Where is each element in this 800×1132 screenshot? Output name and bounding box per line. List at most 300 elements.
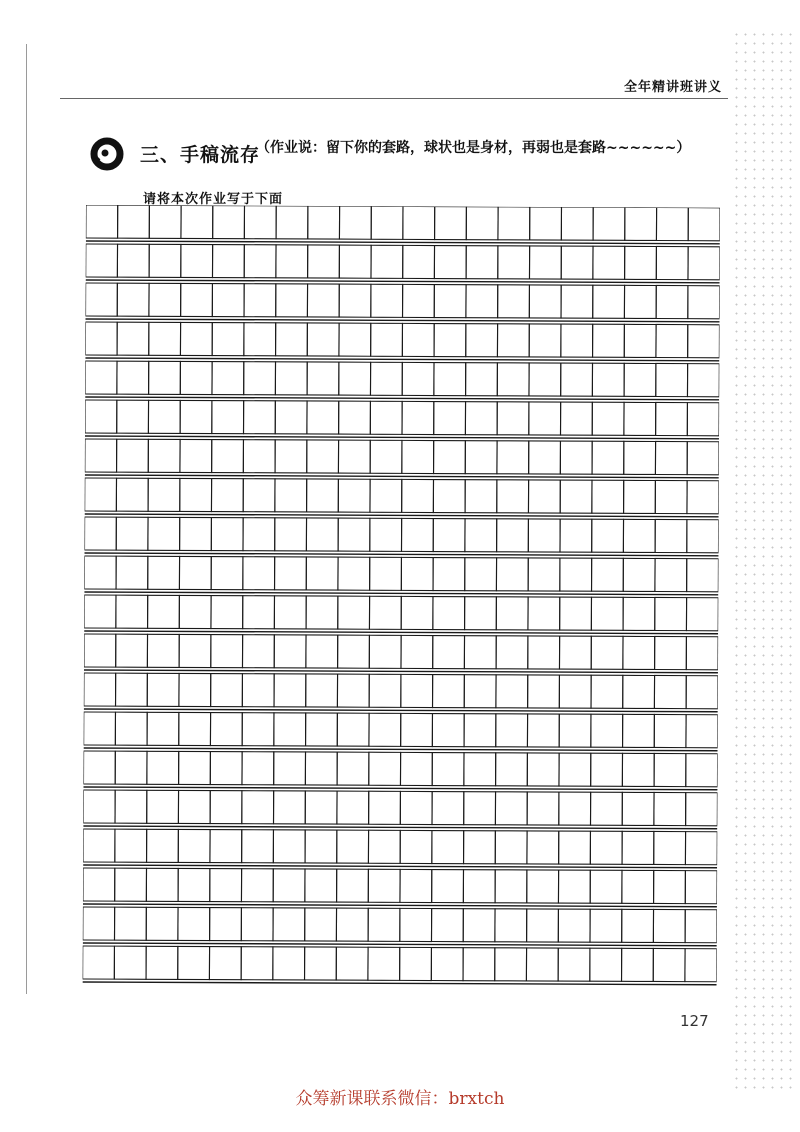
grid-cell[interactable] (529, 246, 561, 279)
grid-cell[interactable] (431, 948, 463, 981)
grid-cell[interactable] (434, 246, 466, 279)
grid-cell[interactable] (274, 635, 306, 668)
grid-cell[interactable] (210, 830, 242, 863)
grid-cell[interactable] (527, 753, 559, 786)
grid-cell[interactable] (401, 674, 433, 707)
grid-cell[interactable] (369, 674, 401, 707)
grid-cell[interactable] (465, 402, 497, 435)
grid-cell[interactable] (241, 947, 273, 980)
grid-cell[interactable] (559, 636, 591, 669)
grid-cell[interactable] (433, 558, 465, 591)
grid-cell[interactable] (464, 675, 496, 708)
grid-cell[interactable] (178, 868, 210, 901)
grid-cell[interactable] (369, 596, 401, 629)
grid-cell[interactable] (559, 714, 591, 747)
grid-cell[interactable] (371, 284, 403, 317)
grid-cell[interactable] (368, 830, 400, 863)
grid-cell[interactable] (498, 246, 530, 279)
grid-cell[interactable] (305, 869, 337, 902)
grid-cell[interactable] (370, 440, 402, 473)
grid-cell[interactable] (337, 674, 369, 707)
grid-cell[interactable] (116, 673, 148, 706)
grid-cell[interactable] (433, 519, 465, 552)
grid-cell[interactable] (148, 595, 180, 628)
grid-cell[interactable] (434, 441, 466, 474)
grid-cell[interactable] (527, 909, 559, 942)
grid-cell[interactable] (591, 636, 623, 669)
grid-cell[interactable] (147, 790, 179, 823)
grid-cell[interactable] (686, 598, 718, 631)
grid-cell[interactable] (306, 635, 338, 668)
grid-cell[interactable] (243, 440, 275, 473)
grid-cell[interactable] (400, 791, 432, 824)
grid-cell[interactable] (529, 285, 561, 318)
grid-cell[interactable] (400, 947, 432, 980)
grid-cell[interactable] (339, 245, 371, 278)
grid-cell[interactable] (241, 869, 273, 902)
grid-cell[interactable] (434, 285, 466, 318)
grid-cell[interactable] (244, 401, 276, 434)
grid-cell[interactable] (86, 205, 118, 238)
grid-cell[interactable] (85, 478, 117, 511)
grid-cell[interactable] (212, 323, 244, 356)
grid-cell[interactable] (528, 636, 560, 669)
grid-cell[interactable] (308, 245, 340, 278)
grid-cell[interactable] (431, 909, 463, 942)
grid-cell[interactable] (685, 949, 717, 982)
grid-cell[interactable] (590, 831, 622, 864)
grid-cell[interactable] (433, 597, 465, 630)
grid-cell[interactable] (685, 910, 717, 943)
grid-cell[interactable] (655, 519, 687, 552)
grid-row[interactable] (85, 361, 719, 400)
grid-row[interactable] (83, 868, 717, 907)
grid-cell[interactable] (498, 285, 530, 318)
grid-cell[interactable] (118, 205, 150, 238)
grid-cell[interactable] (243, 596, 275, 629)
grid-cell[interactable] (401, 713, 433, 746)
grid-cell[interactable] (529, 363, 561, 396)
grid-cell[interactable] (656, 402, 688, 435)
grid-cell[interactable] (590, 909, 622, 942)
grid-cell[interactable] (686, 715, 718, 748)
grid-cell[interactable] (400, 869, 432, 902)
grid-cell[interactable] (687, 403, 719, 436)
grid-cell[interactable] (84, 595, 116, 628)
grid-cell[interactable] (654, 675, 686, 708)
grid-cell[interactable] (528, 558, 560, 591)
grid-cell[interactable] (178, 829, 210, 862)
grid-cell[interactable] (529, 402, 561, 435)
grid-cell[interactable] (687, 481, 719, 514)
grid-cell[interactable] (275, 557, 307, 590)
composition-grid[interactable] (83, 205, 720, 988)
grid-cell[interactable] (370, 362, 402, 395)
grid-cell[interactable] (656, 246, 688, 279)
grid-cell[interactable] (591, 714, 623, 747)
grid-cell[interactable] (432, 792, 464, 825)
grid-cell[interactable] (149, 244, 181, 277)
grid-cell[interactable] (401, 518, 433, 551)
grid-cell[interactable] (624, 441, 656, 474)
grid-cell[interactable] (590, 948, 622, 981)
grid-cell[interactable] (211, 674, 243, 707)
grid-cell[interactable] (623, 519, 655, 552)
grid-cell[interactable] (338, 557, 370, 590)
grid-cell[interactable] (655, 558, 687, 591)
grid-cell[interactable] (465, 558, 497, 591)
grid-cell[interactable] (529, 441, 561, 474)
grid-cell[interactable] (338, 518, 370, 551)
grid-cell[interactable] (307, 479, 339, 512)
grid-cell[interactable] (558, 948, 590, 981)
grid-cell[interactable] (148, 556, 180, 589)
grid-cell[interactable] (560, 441, 592, 474)
grid-cell[interactable] (178, 946, 210, 979)
grid-cell[interactable] (117, 361, 149, 394)
grid-cell[interactable] (117, 400, 149, 433)
grid-cell[interactable] (685, 871, 717, 904)
grid-cell[interactable] (496, 753, 528, 786)
grid-cell[interactable] (592, 519, 624, 552)
grid-cell[interactable] (369, 791, 401, 824)
grid-cell[interactable] (655, 597, 687, 630)
grid-row[interactable] (84, 517, 718, 556)
grid-cell[interactable] (497, 519, 529, 552)
grid-cell[interactable] (593, 246, 625, 279)
grid-cell[interactable] (337, 752, 369, 785)
grid-cell[interactable] (306, 713, 338, 746)
grid-cell[interactable] (402, 362, 434, 395)
grid-cell[interactable] (273, 908, 305, 941)
grid-cell[interactable] (211, 518, 243, 551)
grid-cell[interactable] (464, 831, 496, 864)
grid-cell[interactable] (529, 324, 561, 357)
grid-cell[interactable] (148, 517, 180, 550)
grid-cell[interactable] (115, 712, 147, 745)
grid-cell[interactable] (654, 831, 686, 864)
grid-cell[interactable] (528, 675, 560, 708)
grid-cell[interactable] (83, 751, 115, 784)
grid-row[interactable] (86, 244, 720, 283)
grid-cell[interactable] (463, 870, 495, 903)
grid-row[interactable] (84, 712, 718, 751)
grid-cell[interactable] (591, 597, 623, 630)
grid-cell[interactable] (624, 324, 656, 357)
grid-row[interactable] (83, 829, 717, 868)
grid-cell[interactable] (211, 635, 243, 668)
grid-cell[interactable] (592, 558, 624, 591)
grid-cell[interactable] (401, 596, 433, 629)
grid-cell[interactable] (338, 635, 370, 668)
grid-cell[interactable] (274, 596, 306, 629)
grid-cell[interactable] (655, 441, 687, 474)
grid-cell[interactable] (402, 323, 434, 356)
grid-cell[interactable] (624, 480, 656, 513)
grid-cell[interactable] (306, 557, 338, 590)
grid-cell[interactable] (148, 439, 180, 472)
grid-cell[interactable] (592, 363, 624, 396)
grid-cell[interactable] (212, 401, 244, 434)
grid-cell[interactable] (466, 246, 498, 279)
grid-cell[interactable] (147, 634, 179, 667)
grid-cell[interactable] (561, 324, 593, 357)
grid-cell[interactable] (275, 479, 307, 512)
grid-cell[interactable] (400, 908, 432, 941)
grid-cell[interactable] (179, 556, 211, 589)
grid-cell[interactable] (656, 363, 688, 396)
grid-cell[interactable] (115, 790, 147, 823)
grid-cell[interactable] (432, 714, 464, 747)
grid-cell[interactable] (337, 713, 369, 746)
grid-cell[interactable] (625, 207, 657, 240)
grid-cell[interactable] (338, 596, 370, 629)
grid-cell[interactable] (497, 480, 529, 513)
grid-cell[interactable] (212, 284, 244, 317)
grid-cell[interactable] (148, 400, 180, 433)
grid-cell[interactable] (370, 479, 402, 512)
grid-cell[interactable] (561, 285, 593, 318)
grid-cell[interactable] (687, 520, 719, 553)
grid-cell[interactable] (559, 675, 591, 708)
grid-cell[interactable] (116, 478, 148, 511)
grid-cell[interactable] (213, 206, 245, 239)
grid-cell[interactable] (369, 635, 401, 668)
grid-cell[interactable] (371, 206, 403, 239)
grid-row[interactable] (83, 946, 717, 985)
grid-cell[interactable] (654, 714, 686, 747)
grid-cell[interactable] (655, 636, 687, 669)
grid-cell[interactable] (149, 283, 181, 316)
grid-cell[interactable] (465, 519, 497, 552)
grid-cell[interactable] (622, 909, 654, 942)
grid-cell[interactable] (244, 206, 276, 239)
grid-cell[interactable] (83, 829, 115, 862)
grid-cell[interactable] (117, 244, 149, 277)
grid-cell[interactable] (653, 948, 685, 981)
grid-cell[interactable] (403, 245, 435, 278)
grid-cell[interactable] (209, 947, 241, 980)
grid-cell[interactable] (370, 557, 402, 590)
grid-cell[interactable] (336, 947, 368, 980)
grid-cell[interactable] (434, 363, 466, 396)
grid-cell[interactable] (338, 440, 370, 473)
grid-cell[interactable] (622, 792, 654, 825)
grid-cell[interactable] (496, 675, 528, 708)
grid-cell[interactable] (623, 714, 655, 747)
grid-cell[interactable] (466, 207, 498, 240)
grid-cell[interactable] (432, 870, 464, 903)
grid-cell[interactable] (402, 401, 434, 434)
grid-cell[interactable] (276, 323, 308, 356)
grid-cell[interactable] (561, 246, 593, 279)
grid-cell[interactable] (433, 480, 465, 513)
grid-cell[interactable] (180, 322, 212, 355)
grid-cell[interactable] (559, 831, 591, 864)
grid-cell[interactable] (116, 634, 148, 667)
grid-cell[interactable] (275, 401, 307, 434)
grid-cell[interactable] (433, 675, 465, 708)
grid-cell[interactable] (685, 832, 717, 865)
grid-cell[interactable] (339, 284, 371, 317)
grid-cell[interactable] (592, 402, 624, 435)
grid-cell[interactable] (83, 790, 115, 823)
grid-cell[interactable] (179, 751, 211, 784)
grid-cell[interactable] (210, 791, 242, 824)
grid-cell[interactable] (528, 480, 560, 513)
grid-cell[interactable] (688, 286, 720, 319)
grid-cell[interactable] (686, 754, 718, 787)
grid-cell[interactable] (368, 947, 400, 980)
grid-cell[interactable] (403, 206, 435, 239)
grid-cell[interactable] (308, 206, 340, 239)
grid-cell[interactable] (84, 634, 116, 667)
grid-cell[interactable] (497, 441, 529, 474)
grid-cell[interactable] (306, 596, 338, 629)
grid-cell[interactable] (498, 207, 530, 240)
grid-cell[interactable] (433, 636, 465, 669)
grid-cell[interactable] (401, 557, 433, 590)
grid-cell[interactable] (305, 752, 337, 785)
grid-row[interactable] (86, 283, 720, 322)
grid-cell[interactable] (339, 206, 371, 239)
grid-cell[interactable] (307, 323, 339, 356)
grid-cell[interactable] (149, 205, 181, 238)
grid-cell[interactable] (179, 673, 211, 706)
grid-cell[interactable] (558, 870, 590, 903)
grid-cell[interactable] (339, 401, 371, 434)
grid-row[interactable] (84, 595, 718, 634)
grid-cell[interactable] (591, 675, 623, 708)
grid-cell[interactable] (114, 946, 146, 979)
grid-cell[interactable] (687, 559, 719, 592)
grid-cell[interactable] (210, 908, 242, 941)
grid-cell[interactable] (180, 517, 212, 550)
grid-cell[interactable] (402, 479, 434, 512)
grid-cell[interactable] (180, 478, 212, 511)
grid-cell[interactable] (306, 518, 338, 551)
grid-cell[interactable] (148, 478, 180, 511)
grid-cell[interactable] (654, 792, 686, 825)
grid-cell[interactable] (688, 208, 720, 241)
grid-cell[interactable] (623, 675, 655, 708)
grid-cell[interactable] (242, 713, 274, 746)
grid-cell[interactable] (212, 440, 244, 473)
grid-cell[interactable] (305, 947, 337, 980)
grid-cell[interactable] (146, 946, 178, 979)
grid-cell[interactable] (591, 753, 623, 786)
grid-cell[interactable] (211, 479, 243, 512)
grid-cell[interactable] (338, 479, 370, 512)
grid-cell[interactable] (211, 557, 243, 590)
grid-cell[interactable] (466, 324, 498, 357)
grid-cell[interactable] (435, 207, 467, 240)
grid-cell[interactable] (465, 597, 497, 630)
grid-cell[interactable] (276, 206, 308, 239)
grid-cell[interactable] (560, 480, 592, 513)
grid-cell[interactable] (116, 595, 148, 628)
grid-cell[interactable] (181, 283, 213, 316)
grid-cell[interactable] (84, 517, 116, 550)
grid-cell[interactable] (337, 869, 369, 902)
grid-cell[interactable] (243, 518, 275, 551)
grid-cell[interactable] (561, 363, 593, 396)
grid-cell[interactable] (242, 830, 274, 863)
grid-cell[interactable] (495, 909, 527, 942)
grid-cell[interactable] (336, 908, 368, 941)
grid-cell[interactable] (368, 869, 400, 902)
grid-cell[interactable] (210, 713, 242, 746)
grid-cell[interactable] (624, 363, 656, 396)
grid-cell[interactable] (117, 283, 149, 316)
grid-cell[interactable] (561, 207, 593, 240)
grid-cell[interactable] (592, 441, 624, 474)
grid-cell[interactable] (434, 402, 466, 435)
grid-cell[interactable] (115, 751, 147, 784)
grid-cell[interactable] (527, 792, 559, 825)
grid-cell[interactable] (83, 868, 115, 901)
grid-cell[interactable] (180, 400, 212, 433)
grid-cell[interactable] (305, 908, 337, 941)
grid-cell[interactable] (274, 674, 306, 707)
grid-cell[interactable] (147, 673, 179, 706)
grid-cell[interactable] (178, 790, 210, 823)
grid-cell[interactable] (368, 908, 400, 941)
grid-cell[interactable] (402, 440, 434, 473)
grid-cell[interactable] (210, 752, 242, 785)
grid-cell[interactable] (274, 713, 306, 746)
grid-cell[interactable] (114, 907, 146, 940)
grid-cell[interactable] (400, 752, 432, 785)
grid-row[interactable] (85, 400, 719, 439)
grid-cell[interactable] (526, 948, 558, 981)
grid-cell[interactable] (592, 480, 624, 513)
grid-cell[interactable] (244, 362, 276, 395)
grid-cell[interactable] (179, 712, 211, 745)
grid-cell[interactable] (180, 439, 212, 472)
grid-cell[interactable] (86, 244, 118, 277)
grid-cell[interactable] (244, 284, 276, 317)
grid-cell[interactable] (117, 322, 149, 355)
grid-cell[interactable] (212, 245, 244, 278)
grid-cell[interactable] (149, 361, 181, 394)
grid-cell[interactable] (244, 323, 276, 356)
grid-cell[interactable] (244, 245, 276, 278)
grid-cell[interactable] (339, 323, 371, 356)
grid-cell[interactable] (590, 792, 622, 825)
grid-cell[interactable] (497, 402, 529, 435)
grid-cell[interactable] (307, 362, 339, 395)
grid-cell[interactable] (146, 907, 178, 940)
grid-cell[interactable] (593, 285, 625, 318)
grid-cell[interactable] (527, 714, 559, 747)
grid-cell[interactable] (85, 439, 117, 472)
grid-cell[interactable] (276, 284, 308, 317)
grid-cell[interactable] (463, 909, 495, 942)
grid-cell[interactable] (466, 363, 498, 396)
grid-cell[interactable] (688, 325, 720, 358)
grid-cell[interactable] (369, 752, 401, 785)
grid-cell[interactable] (432, 831, 464, 864)
grid-cell[interactable] (687, 442, 719, 475)
grid-cell[interactable] (464, 714, 496, 747)
grid-row[interactable] (83, 751, 717, 790)
grid-cell[interactable] (276, 245, 308, 278)
grid-cell[interactable] (527, 831, 559, 864)
grid-cell[interactable] (180, 361, 212, 394)
grid-cell[interactable] (403, 284, 435, 317)
grid-cell[interactable] (496, 714, 528, 747)
